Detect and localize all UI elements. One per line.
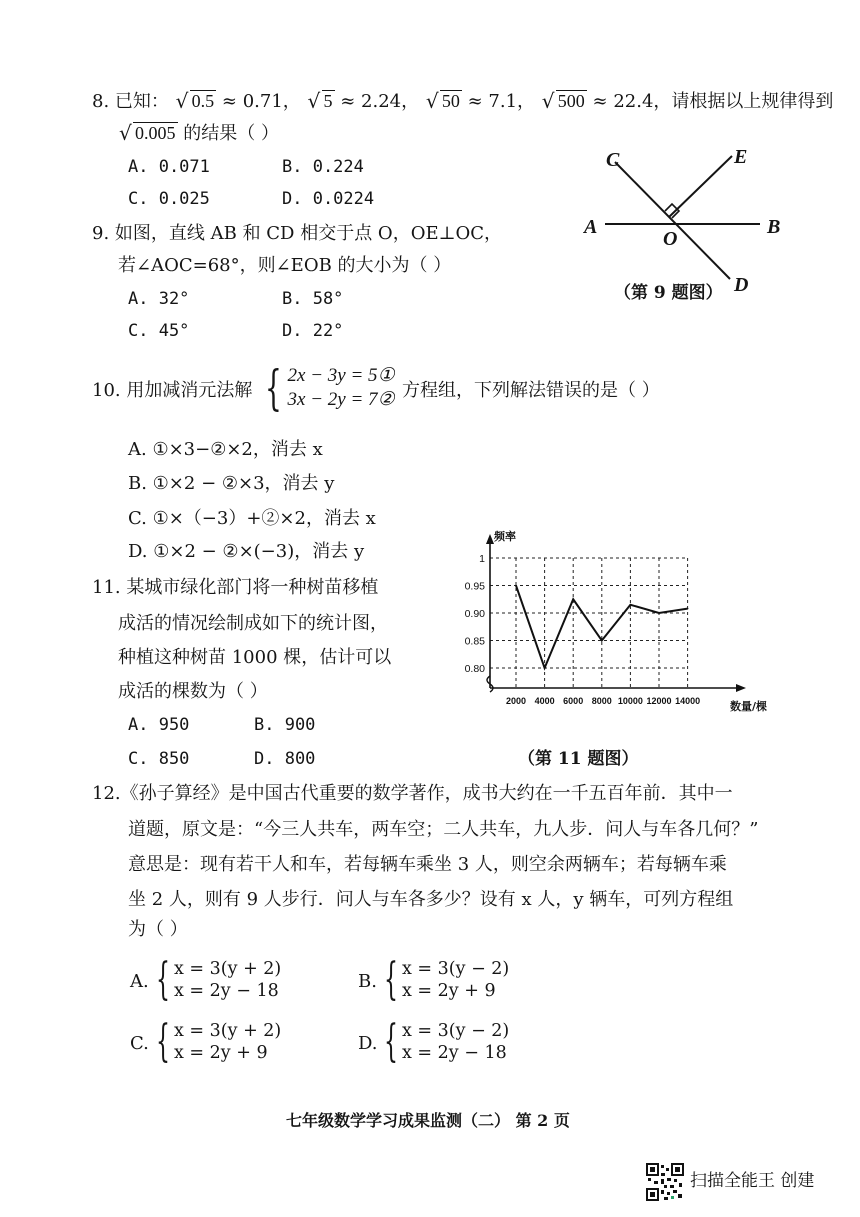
brace-icon: { bbox=[156, 1016, 170, 1067]
data-point bbox=[515, 585, 517, 587]
q8-value4: ≈ 22.4，请根据以上规律得到 bbox=[592, 91, 834, 112]
q8-value1: ≈ 0.71， bbox=[221, 91, 301, 112]
q8-number: 8. bbox=[92, 91, 110, 112]
line-cd bbox=[615, 162, 730, 279]
q12-option-a-system bbox=[156, 954, 282, 1005]
ray-oe bbox=[669, 156, 732, 217]
q11-chart bbox=[450, 528, 780, 723]
page-footer: 七年级数学学习成果监测（二） 第 2 页 bbox=[286, 1111, 570, 1130]
sqrt-500: √ 500 bbox=[544, 92, 587, 112]
q11-option-d: D. 800 bbox=[254, 749, 316, 769]
x-tick-label: 2000 bbox=[505, 696, 527, 706]
data-point bbox=[630, 604, 632, 606]
y-tick-label: 0.85 bbox=[464, 635, 485, 648]
q12-d-eq1: x = 3(y − 2) bbox=[402, 1021, 510, 1041]
q9-option-a: A. 32° bbox=[128, 289, 190, 309]
q9-option-c: C. 45° bbox=[128, 321, 190, 341]
label-o: O bbox=[663, 228, 678, 250]
x-tick-label: 4000 bbox=[534, 696, 555, 706]
label-d: D bbox=[734, 274, 749, 296]
q12-a-eq2: x = 2y − 18 bbox=[174, 981, 279, 1001]
q12-option-a-label: A. bbox=[130, 971, 149, 992]
sqrt-50: √ 50 bbox=[428, 92, 462, 112]
x-tick-label: 8000 bbox=[591, 696, 612, 706]
q8-line2 bbox=[118, 124, 279, 144]
qr-code-icon bbox=[646, 1163, 684, 1201]
x-axis-arrow bbox=[736, 684, 746, 692]
data-point bbox=[544, 667, 546, 669]
q11-line1: 11. 某城市绿化部门将一种树苗移植 bbox=[92, 577, 379, 598]
q8-value2: ≈ 2.24， bbox=[340, 91, 420, 112]
q10-eq2: 3x − 2y = 7② bbox=[287, 389, 395, 410]
brace-icon: { bbox=[384, 954, 398, 1005]
sqrt-5: √ 5 bbox=[310, 92, 335, 112]
sqrt-0.5: √ 0.5 bbox=[178, 92, 217, 112]
sqrt-0.005: √ 0.005 bbox=[121, 124, 178, 144]
q8-prefix: 已知： bbox=[114, 91, 169, 112]
q12-a-eq1: x = 3(y + 2) bbox=[174, 959, 282, 979]
q9-option-d: D. 22° bbox=[282, 321, 344, 341]
q8-tail: 的结果（ ） bbox=[183, 123, 279, 144]
q12-c-eq1: x = 3(y + 2) bbox=[174, 1021, 282, 1041]
label-e: E bbox=[734, 146, 748, 168]
brace-icon: { bbox=[265, 360, 282, 416]
q11-option-a: A. 950 bbox=[128, 715, 190, 735]
y-axis-arrow bbox=[486, 534, 494, 544]
q8-option-b: B. 0.224 bbox=[282, 157, 364, 177]
q8-option-d: D. 0.0224 bbox=[282, 189, 375, 209]
q9-line1: 9. 如图，直线 AB 和 CD 相交于点 O，OE⊥OC， bbox=[92, 223, 503, 244]
q12-c-eq2: x = 2y + 9 bbox=[174, 1043, 268, 1063]
q8-option-a: A. 0.071 bbox=[128, 157, 210, 177]
q12-b-eq2: x = 2y + 9 bbox=[402, 981, 496, 1001]
data-point bbox=[687, 608, 689, 610]
q10-prefix: 10. 用加减消元法解 bbox=[92, 380, 253, 401]
q12-line4: 坐 2 人，则有 9 人步行．问人与车各多少？设有 x 人，y 辆车，可列方程组 bbox=[128, 889, 734, 910]
q12-option-c-system bbox=[156, 1016, 282, 1067]
y-tick-label: 0.95 bbox=[464, 580, 485, 593]
q8-line1 bbox=[92, 92, 833, 112]
y-tick-label: 0.90 bbox=[464, 608, 485, 620]
data-point bbox=[572, 598, 574, 600]
brace-icon: { bbox=[156, 954, 170, 1005]
q12-option-b-label: B. bbox=[358, 971, 377, 992]
x-tick-label: 6000 bbox=[563, 696, 584, 706]
q12-option-d-system bbox=[384, 1016, 510, 1067]
q10-option-a: A. ①×3−②×2，消去 x bbox=[128, 439, 323, 460]
label-c: C bbox=[606, 149, 620, 171]
q9-caption: （第 9 题图） bbox=[614, 283, 723, 303]
y-tick-label: 1 bbox=[479, 553, 485, 565]
q12-b-eq1: x = 3(y − 2) bbox=[402, 959, 510, 979]
watermark-text: 扫描全能王 创建 bbox=[690, 1171, 815, 1191]
q10-option-c: C. ①×（−3）+②×2，消去 x bbox=[128, 508, 376, 529]
label-a: A bbox=[584, 216, 598, 238]
brace-icon: { bbox=[384, 1016, 398, 1067]
q9-option-b: B. 58° bbox=[282, 289, 344, 309]
q10-equation-system bbox=[265, 360, 395, 416]
q9-line2: 若∠AOC=68°，则∠EOB 的大小为（ ） bbox=[118, 255, 452, 276]
q9-figure bbox=[570, 145, 800, 305]
q12-line2: 道题，原文是：“今三人共车，两车空；二人共车，九人步．问人与车各几何？” bbox=[128, 819, 759, 840]
q11-line4: 成活的棵数为（ ） bbox=[118, 681, 268, 702]
label-b: B bbox=[767, 216, 781, 238]
q8-option-c: C. 0.025 bbox=[128, 189, 210, 209]
data-point bbox=[601, 640, 603, 642]
q10-post: 方程组，下列解法错误的是（ ） bbox=[402, 380, 660, 401]
x-tick-label: 10000 bbox=[617, 696, 643, 706]
q11-option-c: C. 850 bbox=[128, 749, 190, 769]
q12-option-b-system bbox=[384, 954, 510, 1005]
data-point bbox=[658, 612, 660, 614]
q10-eq1: 2x − 3y = 5① bbox=[287, 365, 395, 386]
q12-option-d-label: D. bbox=[358, 1033, 378, 1054]
q8-value3: ≈ 7.1， bbox=[467, 91, 536, 112]
x-axis-label: 数量/棵 bbox=[730, 700, 768, 713]
x-tick-label: 14000 bbox=[675, 696, 701, 706]
y-axis-label: 频率 bbox=[494, 530, 516, 543]
y-tick-label: 0.80 bbox=[464, 663, 485, 675]
q12-line1: 12.《孙子算经》是中国古代重要的数学著作，成书大约在一千五百年前．其中一 bbox=[92, 783, 733, 804]
q12-line5: 为（ ） bbox=[128, 919, 188, 940]
q11-caption: （第 11 题图） bbox=[518, 749, 639, 769]
q10-option-d: D. ①×2 − ②×(−3)，消去 y bbox=[128, 541, 365, 562]
q10-option-b: B. ①×2 − ②×3，消去 y bbox=[128, 473, 335, 494]
q11-line3: 种植这种树苗 1000 棵，估计可以 bbox=[118, 647, 392, 668]
q12-d-eq2: x = 2y − 18 bbox=[402, 1043, 507, 1063]
q11-line2: 成活的情况绘制成如下的统计图， bbox=[118, 613, 388, 634]
x-tick-label: 12000 bbox=[646, 696, 672, 706]
q11-option-b: B. 900 bbox=[254, 715, 316, 735]
q12-line3: 意思是：现有若干人和车，若每辆车乘坐 3 人，则空余两辆车；若每辆车乘 bbox=[128, 854, 727, 875]
q12-option-c-label: C. bbox=[130, 1033, 149, 1054]
